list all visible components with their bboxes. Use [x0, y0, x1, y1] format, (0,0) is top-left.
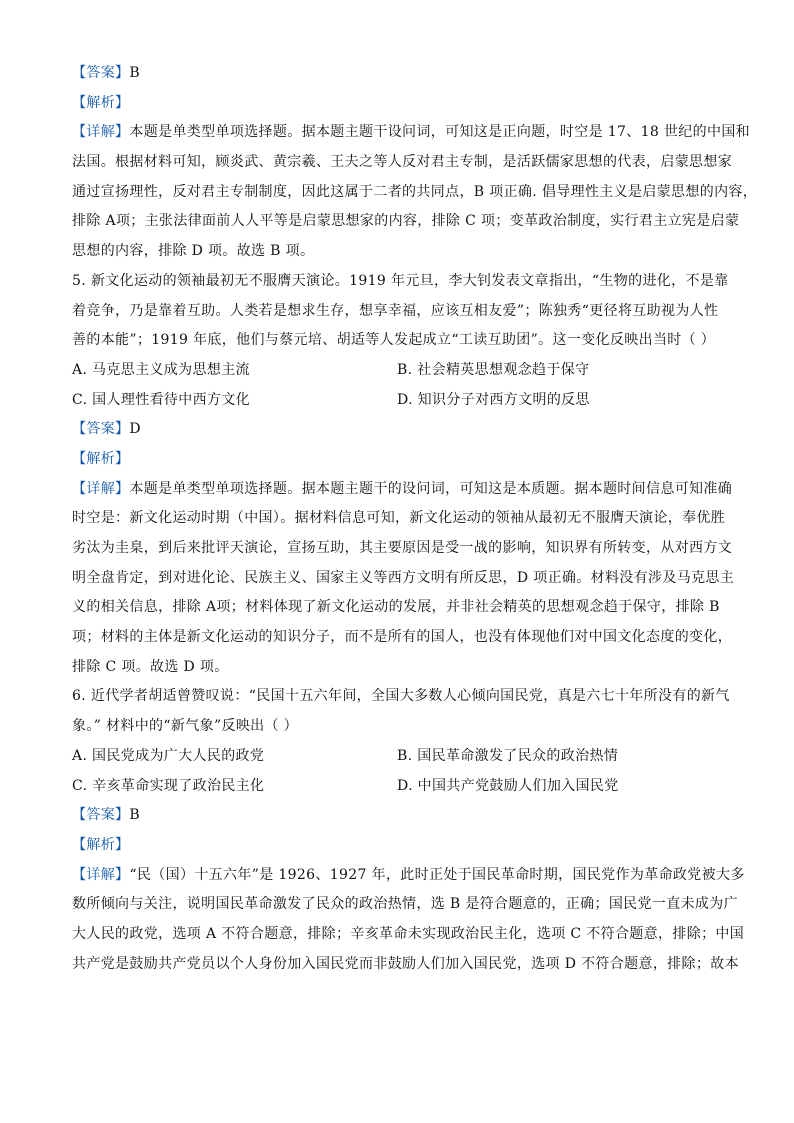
detail-line: 通过宣扬理性，反对君主专制制度，因此这属于二者的共同点，B 项正确. 倡导理性主义是启蒙思想的内容，	[72, 183, 758, 200]
option-a: A. 马克思主义成为思想主流	[72, 361, 250, 378]
detail-line: 明全盘肯定，到对进化论、民族主义、国家主义等西方文明有所反思，D 项正确。材料没有涉及马克思主	[72, 569, 735, 586]
detail-text: “民（国）十五六年”是 1926、1927 年，此时正处于国民革命时期，国民党作为革命政党被大多	[129, 866, 745, 883]
analysis-label: 【解析】	[72, 836, 130, 853]
option-d: D. 知识分子对西方文明的反思	[397, 391, 590, 408]
detail-line: 法国。根据材料可知，顾炎武、黄宗羲、王夫之等人反对君主专制，是活跃儒家思想的代表，启蒙思想家	[72, 154, 733, 171]
question-stem-line: 善的本能”；1919 年底，他们与蔡元培、胡适等人发起成立“工读互助团”。这一变化反映出当时（ ）	[72, 332, 716, 349]
question-stem-line: 象。” 材料中的“新气象”反映出（ ）	[72, 718, 299, 735]
option-d: D. 中国共产党鼓励人们加入国民党	[397, 777, 619, 794]
option-b: B. 国民革命激发了民众的政治热情	[397, 747, 619, 764]
detail-line: 大人民的政党，选项 A 不符合题意，排除；辛亥革命未实现政治民主化，选项 C 不符合题意，排除；中国	[72, 925, 745, 942]
analysis-heading	[72, 834, 722, 856]
detail-line: 思想的内容，排除 D 项。故选 B 项。	[72, 243, 315, 260]
document-page	[72, 62, 758, 982]
option-c: C. 国人理性看待中西方文化	[72, 391, 251, 408]
option-b: B. 社会精英思想观念趋于保守	[397, 361, 590, 378]
detail-line: 共产党是鼓励共产党员以个人身份加入国民党而非鼓励人们加入国民党，选项 D 不符合题意，排除；故本	[72, 955, 739, 972]
answer-line	[72, 62, 722, 84]
detail-line: 项；材料的主体是新文化运动的知识分子，而不是所有的国人，也没有体现他们对中国文化态度的变化，	[72, 629, 733, 646]
detail-text: 本题是单类型单项选择题。据本题主题干设问词，可知这是正向题，时空是 17、18 世纪的中国和	[129, 124, 751, 141]
question-stem-line: 6. 近代学者胡适曾赞叹说：“民国十五六年间，全国大多数人心倾向国民党，真是六七十年所没有的新气	[72, 688, 730, 705]
detail-text: 本题是单类型单项选择题。据本题主题干的设问词，可知这是本质题。据本题时间信息可知准确	[129, 480, 733, 497]
detail-line: 劣汰为圭臬，到后来批评天演论，宣扬互助，其主要原因是受一战的影响，知识界有所转变，从对西方文	[72, 540, 733, 556]
question-stem-line: 5. 新文化运动的领袖最初无不服膺天演论。1919 年元旦，李大钊发表文章指出，“生物的进化，不是靠	[72, 272, 729, 289]
option-a: A. 国民党成为广大人民的政党	[72, 747, 265, 764]
answer-value: B	[129, 65, 141, 81]
detail-line: 排除 A项；主张法律面前人人平等是启蒙思想家的内容，排除 C 项；变革政治制度，实行君主立宪是启蒙	[72, 213, 740, 230]
question-stem-line: 着竞争，乃是靠着互助。人类若是想求生存，想享幸福，应该互相友爱”；陈独秀“更径将互助视为人性	[72, 302, 719, 319]
detail-line: 数所倾向与关注，说明国民革命激发了民众的政治热情，选 B 是符合题意的，正确；国民党一直未成为广	[72, 896, 738, 913]
detail-line: 排除 C 项。故选 D 项。	[72, 658, 229, 675]
detail-line: 义的相关信息，排除 A项；材料体现了新文化运动的发展，并非社会精英的思想观念趋于保守，排除 B	[72, 599, 720, 616]
analysis-label: 【解析】	[72, 94, 130, 111]
analysis-heading	[72, 92, 722, 114]
options-row	[72, 745, 722, 767]
detail-line	[72, 478, 733, 500]
answer-line	[72, 804, 722, 826]
options-row	[72, 389, 722, 411]
options-row	[72, 775, 722, 797]
answer-label: 【答案】	[72, 421, 130, 438]
answer-label: 【答案】	[72, 65, 130, 81]
option-c: C. 辛亥革命实现了政治民主化	[72, 777, 265, 794]
detail-line: 时空是：新文化运动时期（中国）。据材料信息可知，新文化运动的领袖从最初无不服膺天演论，奉优胜	[72, 510, 726, 527]
answer-value: B	[129, 807, 141, 824]
detail-label: 【详解】	[72, 124, 130, 141]
options-row	[72, 359, 722, 381]
answer-line	[72, 418, 722, 440]
detail-label: 【详解】	[72, 866, 130, 883]
detail-line	[72, 864, 745, 886]
answer-label: 【答案】	[72, 807, 130, 824]
detail-label: 【详解】	[72, 480, 130, 497]
analysis-heading	[72, 448, 722, 470]
answer-value: D	[129, 421, 141, 438]
detail-line	[72, 121, 751, 143]
analysis-label: 【解析】	[72, 450, 130, 467]
